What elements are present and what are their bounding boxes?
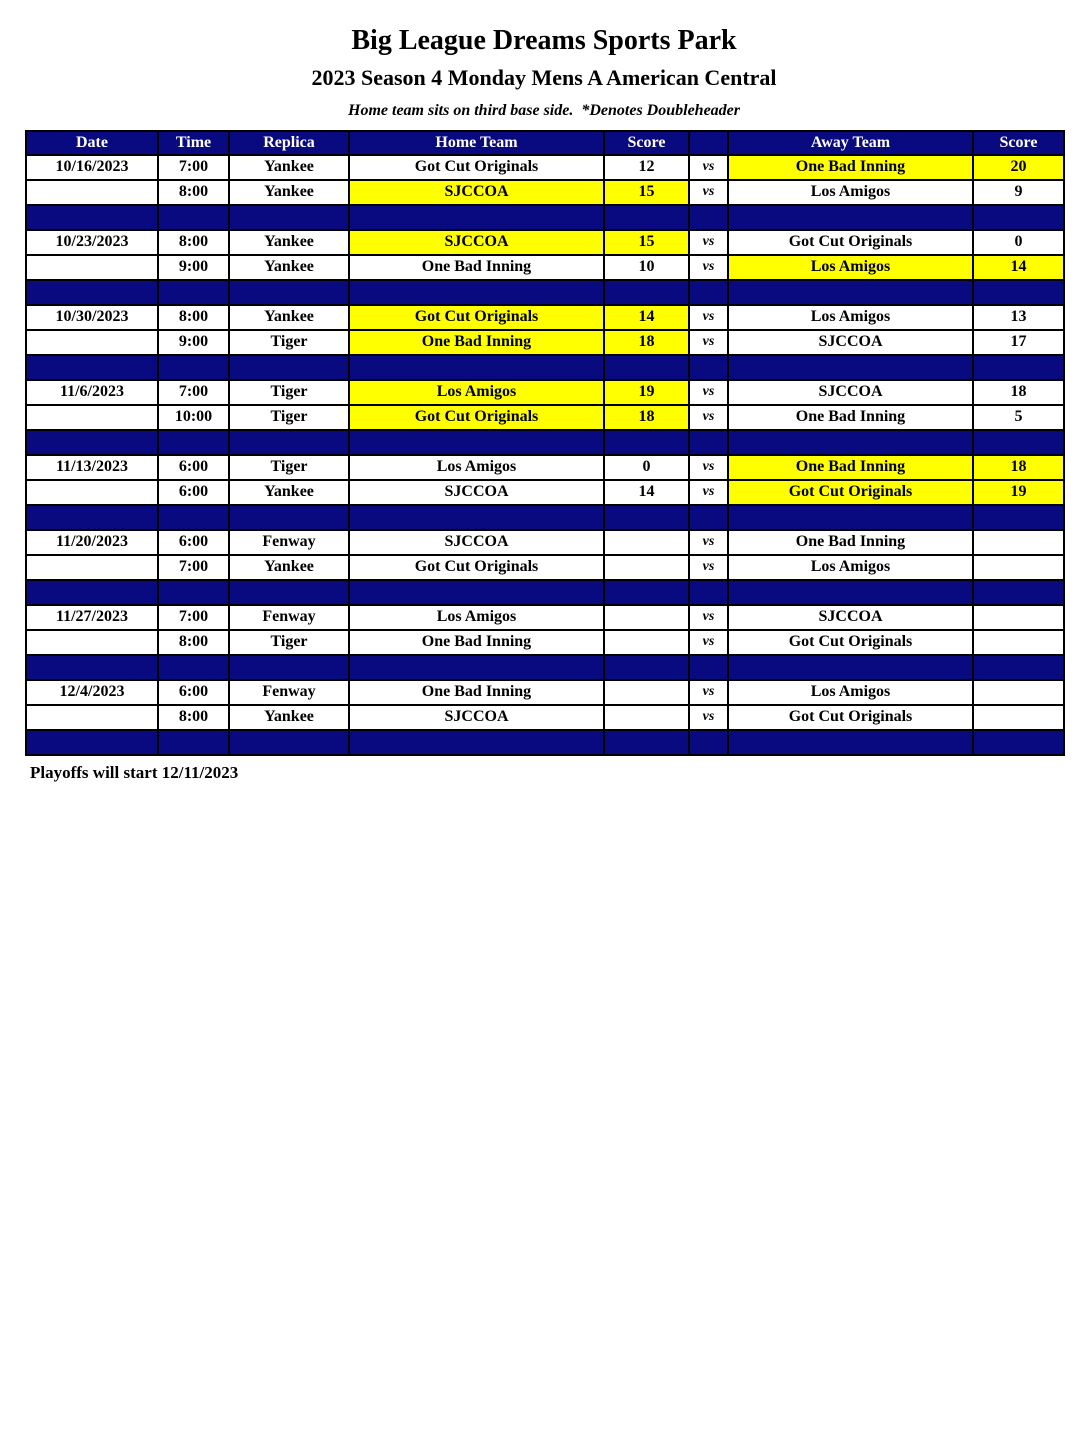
separator-cell (689, 580, 728, 605)
time-cell: 8:00 (158, 305, 229, 330)
away-team-cell: Los Amigos (728, 555, 973, 580)
replica-cell: Tiger (229, 330, 349, 355)
game-row (26, 380, 1064, 405)
away-team-cell: One Bad Inning (728, 530, 973, 555)
date-cell (26, 555, 158, 580)
separator-cell (973, 355, 1064, 380)
separator-cell (26, 430, 158, 455)
home-score-cell: 12 (604, 155, 689, 180)
column-header-home-team: Home Team (349, 131, 604, 155)
date-cell (26, 405, 158, 430)
vs-cell: vs (689, 155, 728, 180)
away-team-cell: Los Amigos (728, 680, 973, 705)
game-row (26, 555, 1064, 580)
separator-row (26, 205, 1064, 230)
home-team-cell: SJCCOA (349, 705, 604, 730)
home-score-cell: 15 (604, 230, 689, 255)
game-row (26, 480, 1064, 505)
playoffs-note: Playoffs will start 12/11/2023 (30, 762, 239, 782)
separator-cell (728, 355, 973, 380)
separator-cell (158, 655, 229, 680)
replica-cell: Yankee (229, 305, 349, 330)
separator-cell (158, 580, 229, 605)
game-row (26, 330, 1064, 355)
away-team-cell: SJCCOA (728, 605, 973, 630)
vs-cell: vs (689, 705, 728, 730)
away-team-cell: One Bad Inning (728, 155, 973, 180)
date-cell: 10/23/2023 (26, 230, 158, 255)
separator-cell (229, 580, 349, 605)
time-cell: 9:00 (158, 330, 229, 355)
separator-cell (728, 505, 973, 530)
separator-cell (689, 280, 728, 305)
vs-cell: vs (689, 455, 728, 480)
game-row (26, 180, 1064, 205)
column-header-vs (689, 131, 728, 155)
vs-cell: vs (689, 405, 728, 430)
game-row (26, 680, 1064, 705)
game-row (26, 230, 1064, 255)
vs-cell: vs (689, 480, 728, 505)
time-cell: 7:00 (158, 605, 229, 630)
replica-cell: Yankee (229, 230, 349, 255)
home-team-cell: Los Amigos (349, 455, 604, 480)
time-cell: 8:00 (158, 230, 229, 255)
home-team-cell: SJCCOA (349, 180, 604, 205)
home-team-cell: One Bad Inning (349, 330, 604, 355)
away-team-cell: Los Amigos (728, 180, 973, 205)
home-team-cell: SJCCOA (349, 480, 604, 505)
away-score-cell (973, 555, 1064, 580)
separator-cell (26, 355, 158, 380)
separator-cell (689, 205, 728, 230)
date-cell (26, 630, 158, 655)
separator-cell (604, 655, 689, 680)
vs-cell: vs (689, 180, 728, 205)
date-cell (26, 330, 158, 355)
replica-cell: Yankee (229, 555, 349, 580)
separator-cell (604, 280, 689, 305)
separator-cell (728, 730, 973, 755)
separator-cell (158, 430, 229, 455)
separator-cell (973, 505, 1064, 530)
away-score-cell: 18 (973, 455, 1064, 480)
home-score-cell: 10 (604, 255, 689, 280)
away-score-cell: 17 (973, 330, 1064, 355)
game-row (26, 255, 1064, 280)
separator-cell (604, 205, 689, 230)
separator-cell (158, 730, 229, 755)
column-header-time: Time (158, 131, 229, 155)
home-team-cell: Got Cut Originals (349, 555, 604, 580)
date-cell (26, 180, 158, 205)
replica-cell: Fenway (229, 605, 349, 630)
away-score-cell: 0 (973, 230, 1064, 255)
separator-cell (158, 505, 229, 530)
header-row (26, 131, 1064, 155)
separator-cell (26, 280, 158, 305)
game-row (26, 155, 1064, 180)
game-row (26, 530, 1064, 555)
time-cell: 8:00 (158, 705, 229, 730)
separator-cell (349, 355, 604, 380)
home-team-cell: SJCCOA (349, 530, 604, 555)
replica-cell: Tiger (229, 630, 349, 655)
time-cell: 9:00 (158, 255, 229, 280)
separator-cell (158, 355, 229, 380)
separator-row (26, 580, 1064, 605)
away-score-cell: 20 (973, 155, 1064, 180)
separator-cell (349, 505, 604, 530)
home-team-cell: Got Cut Originals (349, 155, 604, 180)
away-team-cell: Got Cut Originals (728, 630, 973, 655)
separator-cell (349, 730, 604, 755)
separator-cell (229, 430, 349, 455)
away-team-cell: SJCCOA (728, 330, 973, 355)
game-row (26, 405, 1064, 430)
replica-cell: Yankee (229, 255, 349, 280)
home-score-cell (604, 680, 689, 705)
separator-cell (349, 280, 604, 305)
replica-cell: Tiger (229, 455, 349, 480)
replica-cell: Fenway (229, 530, 349, 555)
column-header-replica: Replica (229, 131, 349, 155)
page-title: Big League Dreams Sports Park (351, 25, 737, 56)
time-cell: 6:00 (158, 680, 229, 705)
separator-cell (26, 205, 158, 230)
home-score-cell (604, 630, 689, 655)
away-score-cell: 18 (973, 380, 1064, 405)
home-team-cell: Los Amigos (349, 605, 604, 630)
separator-cell (689, 655, 728, 680)
separator-cell (349, 430, 604, 455)
time-cell: 7:00 (158, 380, 229, 405)
home-score-cell: 15 (604, 180, 689, 205)
separator-cell (26, 655, 158, 680)
date-cell: 10/30/2023 (26, 305, 158, 330)
separator-cell (728, 430, 973, 455)
separator-cell (728, 280, 973, 305)
vs-cell: vs (689, 555, 728, 580)
home-score-cell: 18 (604, 330, 689, 355)
time-cell: 10:00 (158, 405, 229, 430)
date-cell: 12/4/2023 (26, 680, 158, 705)
away-team-cell: Got Cut Originals (728, 480, 973, 505)
separator-row (26, 730, 1064, 755)
home-score-cell (604, 705, 689, 730)
separator-cell (689, 355, 728, 380)
separator-cell (349, 580, 604, 605)
away-score-cell: 9 (973, 180, 1064, 205)
vs-cell: vs (689, 330, 728, 355)
separator-cell (973, 280, 1064, 305)
column-header-away-team: Away Team (728, 131, 973, 155)
away-score-cell (973, 630, 1064, 655)
column-header-date: Date (26, 131, 158, 155)
time-cell: 8:00 (158, 180, 229, 205)
home-score-cell: 14 (604, 480, 689, 505)
date-cell (26, 705, 158, 730)
home-score-cell (604, 555, 689, 580)
separator-cell (728, 205, 973, 230)
schedule-body (26, 155, 1064, 755)
separator-cell (604, 505, 689, 530)
away-team-cell: Los Amigos (728, 255, 973, 280)
home-score-cell: 14 (604, 305, 689, 330)
separator-cell (26, 505, 158, 530)
away-team-cell: One Bad Inning (728, 405, 973, 430)
schedule-table (25, 130, 1065, 756)
game-row (26, 455, 1064, 480)
date-cell (26, 480, 158, 505)
date-cell: 11/20/2023 (26, 530, 158, 555)
away-score-cell: 19 (973, 480, 1064, 505)
date-cell (26, 255, 158, 280)
separator-cell (229, 280, 349, 305)
separator-row (26, 505, 1064, 530)
schedule-note: Home team sits on third base side. *Denotes Doubleheader (348, 101, 740, 119)
replica-cell: Yankee (229, 155, 349, 180)
separator-cell (973, 205, 1064, 230)
vs-cell: vs (689, 680, 728, 705)
away-team-cell: SJCCOA (728, 380, 973, 405)
time-cell: 6:00 (158, 480, 229, 505)
away-team-cell: Got Cut Originals (728, 705, 973, 730)
home-score-cell (604, 530, 689, 555)
separator-cell (229, 655, 349, 680)
game-row (26, 630, 1064, 655)
page-subtitle: 2023 Season 4 Monday Mens A American Central (311, 64, 777, 90)
replica-cell: Tiger (229, 380, 349, 405)
away-team-cell: Got Cut Originals (728, 230, 973, 255)
away-team-cell: Los Amigos (728, 305, 973, 330)
separator-cell (973, 655, 1064, 680)
game-row (26, 305, 1064, 330)
date-cell: 10/16/2023 (26, 155, 158, 180)
replica-cell: Yankee (229, 180, 349, 205)
separator-cell (689, 730, 728, 755)
vs-cell: vs (689, 630, 728, 655)
time-cell: 6:00 (158, 455, 229, 480)
away-score-cell: 13 (973, 305, 1064, 330)
separator-row (26, 655, 1064, 680)
vs-cell: vs (689, 230, 728, 255)
home-team-cell: One Bad Inning (349, 630, 604, 655)
separator-cell (26, 730, 158, 755)
date-cell: 11/6/2023 (26, 380, 158, 405)
separator-row (26, 430, 1064, 455)
vs-cell: vs (689, 605, 728, 630)
away-score-cell (973, 605, 1064, 630)
column-header-score: Score (973, 131, 1064, 155)
separator-cell (26, 580, 158, 605)
time-cell: 7:00 (158, 555, 229, 580)
vs-cell: vs (689, 255, 728, 280)
home-team-cell: Los Amigos (349, 380, 604, 405)
separator-cell (349, 205, 604, 230)
separator-cell (604, 430, 689, 455)
separator-cell (689, 430, 728, 455)
vs-cell: vs (689, 305, 728, 330)
separator-cell (604, 355, 689, 380)
column-header-score: Score (604, 131, 689, 155)
home-team-cell: Got Cut Originals (349, 305, 604, 330)
vs-cell: vs (689, 530, 728, 555)
game-row (26, 705, 1064, 730)
home-team-cell: SJCCOA (349, 230, 604, 255)
home-score-cell: 0 (604, 455, 689, 480)
home-score-cell: 18 (604, 405, 689, 430)
separator-cell (229, 205, 349, 230)
home-score-cell: 19 (604, 380, 689, 405)
separator-cell (689, 505, 728, 530)
away-team-cell: One Bad Inning (728, 455, 973, 480)
separator-cell (349, 655, 604, 680)
home-team-cell: Got Cut Originals (349, 405, 604, 430)
separator-cell (973, 430, 1064, 455)
separator-cell (728, 655, 973, 680)
time-cell: 6:00 (158, 530, 229, 555)
replica-cell: Fenway (229, 680, 349, 705)
away-score-cell (973, 530, 1064, 555)
separator-row (26, 355, 1064, 380)
separator-cell (604, 580, 689, 605)
time-cell: 8:00 (158, 630, 229, 655)
replica-cell: Yankee (229, 705, 349, 730)
separator-row (26, 280, 1064, 305)
replica-cell: Tiger (229, 405, 349, 430)
replica-cell: Yankee (229, 480, 349, 505)
home-team-cell: One Bad Inning (349, 255, 604, 280)
separator-cell (229, 355, 349, 380)
separator-cell (973, 580, 1064, 605)
vs-cell: vs (689, 380, 728, 405)
game-row (26, 605, 1064, 630)
separator-cell (973, 730, 1064, 755)
home-team-cell: One Bad Inning (349, 680, 604, 705)
away-score-cell (973, 680, 1064, 705)
away-score-cell: 5 (973, 405, 1064, 430)
separator-cell (229, 505, 349, 530)
time-cell: 7:00 (158, 155, 229, 180)
home-score-cell (604, 605, 689, 630)
separator-cell (229, 730, 349, 755)
separator-cell (728, 580, 973, 605)
date-cell: 11/27/2023 (26, 605, 158, 630)
separator-cell (604, 730, 689, 755)
separator-cell (158, 280, 229, 305)
away-score-cell (973, 705, 1064, 730)
away-score-cell: 14 (973, 255, 1064, 280)
separator-cell (158, 205, 229, 230)
date-cell: 11/13/2023 (26, 455, 158, 480)
